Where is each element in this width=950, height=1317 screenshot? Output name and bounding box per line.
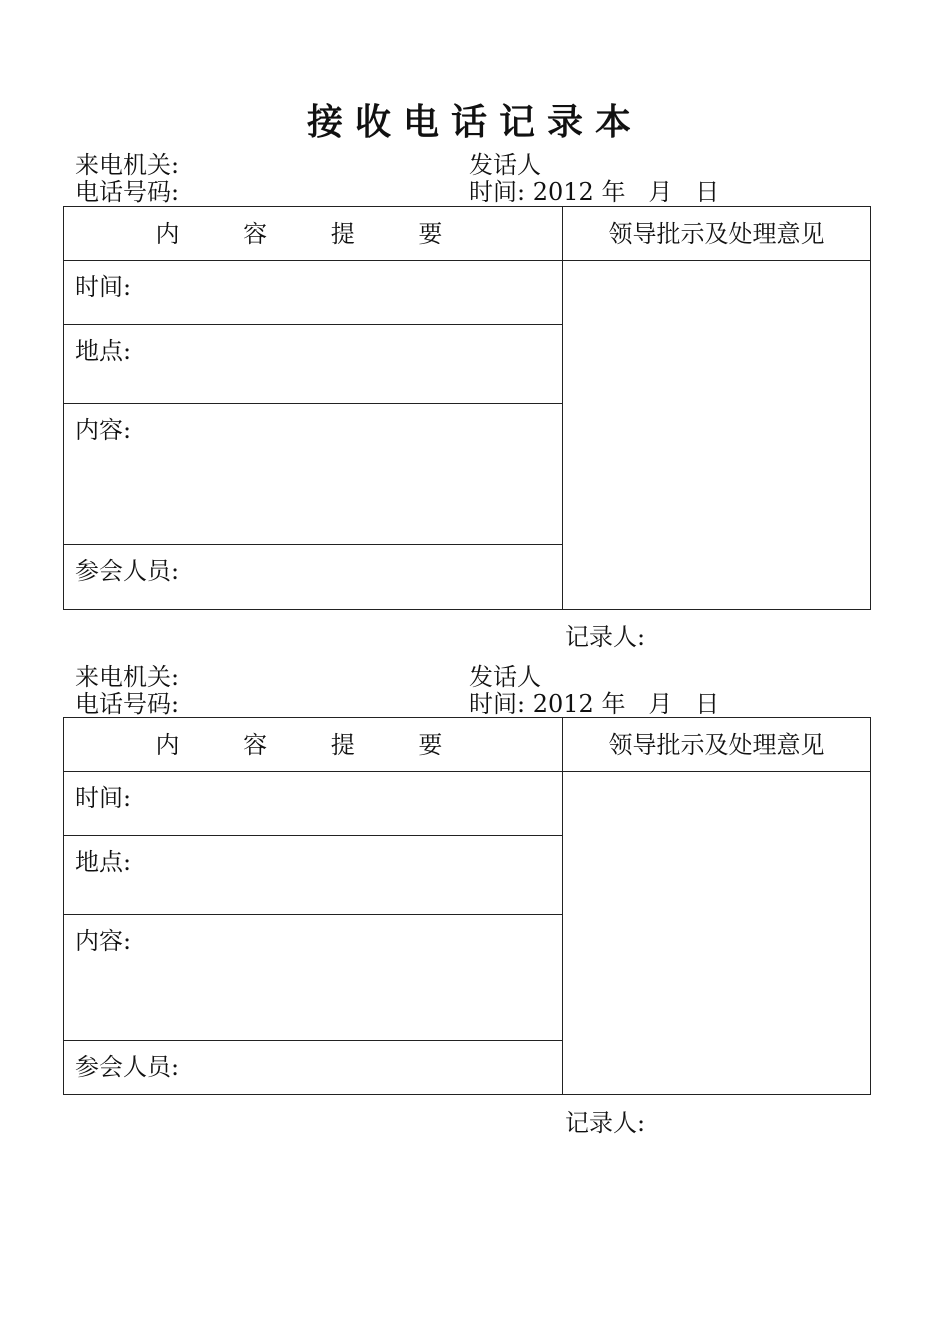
opinion-header: 领导批示及处理意见 [563, 718, 871, 772]
record-form [63, 206, 870, 610]
time-field[interactable]: 时间: [64, 261, 563, 325]
year-label: 年 [601, 690, 626, 718]
record-table [63, 717, 871, 1095]
summary-header: 内 容 提 要 [64, 718, 563, 772]
page-title: 接收电话记录本 [306, 101, 643, 143]
attendees-field[interactable]: 参会人员: [64, 1041, 563, 1095]
day-label: 日 [695, 690, 720, 718]
place-field[interactable]: 地点: [64, 836, 563, 915]
opinion-field[interactable] [563, 261, 871, 610]
recorder-label: 记录人: [565, 623, 646, 651]
date-line [469, 179, 719, 205]
place-field[interactable]: 地点: [64, 325, 563, 404]
time-label: 时间: [469, 178, 526, 206]
day-label: 日 [695, 178, 720, 206]
phone-label: 电话号码: [75, 690, 180, 718]
year-value: 2012 [532, 690, 594, 718]
year-label: 年 [601, 178, 626, 206]
caller-org-label: 来电机关: [75, 663, 180, 691]
month-label: 月 [648, 690, 673, 718]
phone-label: 电话号码: [75, 178, 180, 206]
caller-org-label: 来电机关: [75, 151, 180, 179]
recorder-label: 记录人: [565, 1109, 646, 1137]
opinion-field[interactable] [563, 772, 871, 1095]
content-field[interactable]: 内容: [64, 915, 563, 1041]
date-line [469, 691, 719, 717]
caller-label: 发话人 [469, 151, 541, 179]
content-field[interactable]: 内容: [64, 404, 563, 545]
attendees-field[interactable]: 参会人员: [64, 545, 563, 610]
record-form [63, 717, 870, 1095]
opinion-header: 领导批示及处理意见 [563, 207, 871, 261]
time-label: 时间: [469, 690, 526, 718]
month-label: 月 [648, 178, 673, 206]
year-value: 2012 [532, 178, 594, 206]
summary-header: 内 容 提 要 [64, 207, 563, 261]
record-table [63, 206, 871, 610]
caller-label: 发话人 [469, 663, 541, 691]
time-field[interactable]: 时间: [64, 772, 563, 836]
